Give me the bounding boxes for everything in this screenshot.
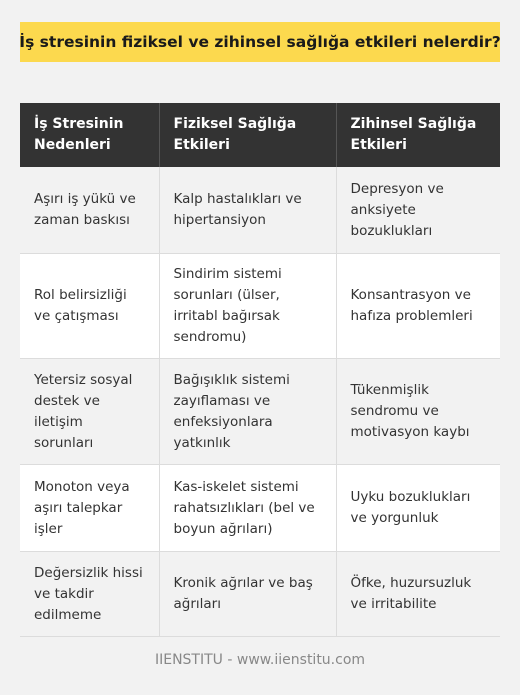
cause-cell: Monoton veya aşırı talepkar işler bbox=[20, 465, 159, 552]
mental-effect-cell: Öfke, huzursuzluk ve irritabilite bbox=[336, 552, 500, 637]
physical-effect-cell: Bağışıklık sistemi zayıflaması ve enfeksiyonlara yatkınlık bbox=[159, 359, 336, 465]
page-title: İş stresinin fiziksel ve zihinsel sağlığa etkileri nelerdir? bbox=[19, 33, 501, 51]
cause-cell: Yetersiz sosyal destek ve iletişim sorunları bbox=[20, 359, 159, 465]
header-mental-effects: Zihinsel Sağlığa Etkileri bbox=[336, 103, 500, 167]
table-row bbox=[20, 465, 500, 552]
table-row bbox=[20, 359, 500, 465]
title-banner bbox=[20, 22, 500, 62]
cause-cell: Rol belirsizliği ve çatışması bbox=[20, 254, 159, 359]
physical-effect-cell: Kronik ağrılar ve baş ağrıları bbox=[159, 552, 336, 637]
mental-effect-cell: Konsantrasyon ve hafıza problemleri bbox=[336, 254, 500, 359]
table-row bbox=[20, 552, 500, 637]
table-row bbox=[20, 167, 500, 254]
physical-effect-cell: Kalp hastalıkları ve hipertansiyon bbox=[159, 167, 336, 254]
mental-effect-cell: Uyku bozuklukları ve yorgunluk bbox=[336, 465, 500, 552]
physical-effect-cell: Sindirim sistemi sorunları (ülser, irritabl bağırsak sendromu) bbox=[159, 254, 336, 359]
footer-credit: IIENSTITU - www.iienstitu.com bbox=[154, 652, 366, 668]
cause-cell: Değersizlik hissi ve takdir edilmeme bbox=[20, 552, 159, 637]
stress-effects-table bbox=[20, 103, 500, 637]
header-physical-effects: Fiziksel Sağlığa Etkileri bbox=[159, 103, 336, 167]
cause-cell: Aşırı iş yükü ve zaman baskısı bbox=[20, 167, 159, 254]
physical-effect-cell: Kas-iskelet sistemi rahatsızlıkları (bel ve boyun ağrıları) bbox=[159, 465, 336, 552]
table-row bbox=[20, 254, 500, 359]
mental-effect-cell: Depresyon ve anksiyete bozuklukları bbox=[336, 167, 500, 254]
table-header-row bbox=[20, 103, 500, 167]
mental-effect-cell: Tükenmişlik sendromu ve motivasyon kaybı bbox=[336, 359, 500, 465]
header-causes: İş Stresinin Nedenleri bbox=[20, 103, 159, 167]
